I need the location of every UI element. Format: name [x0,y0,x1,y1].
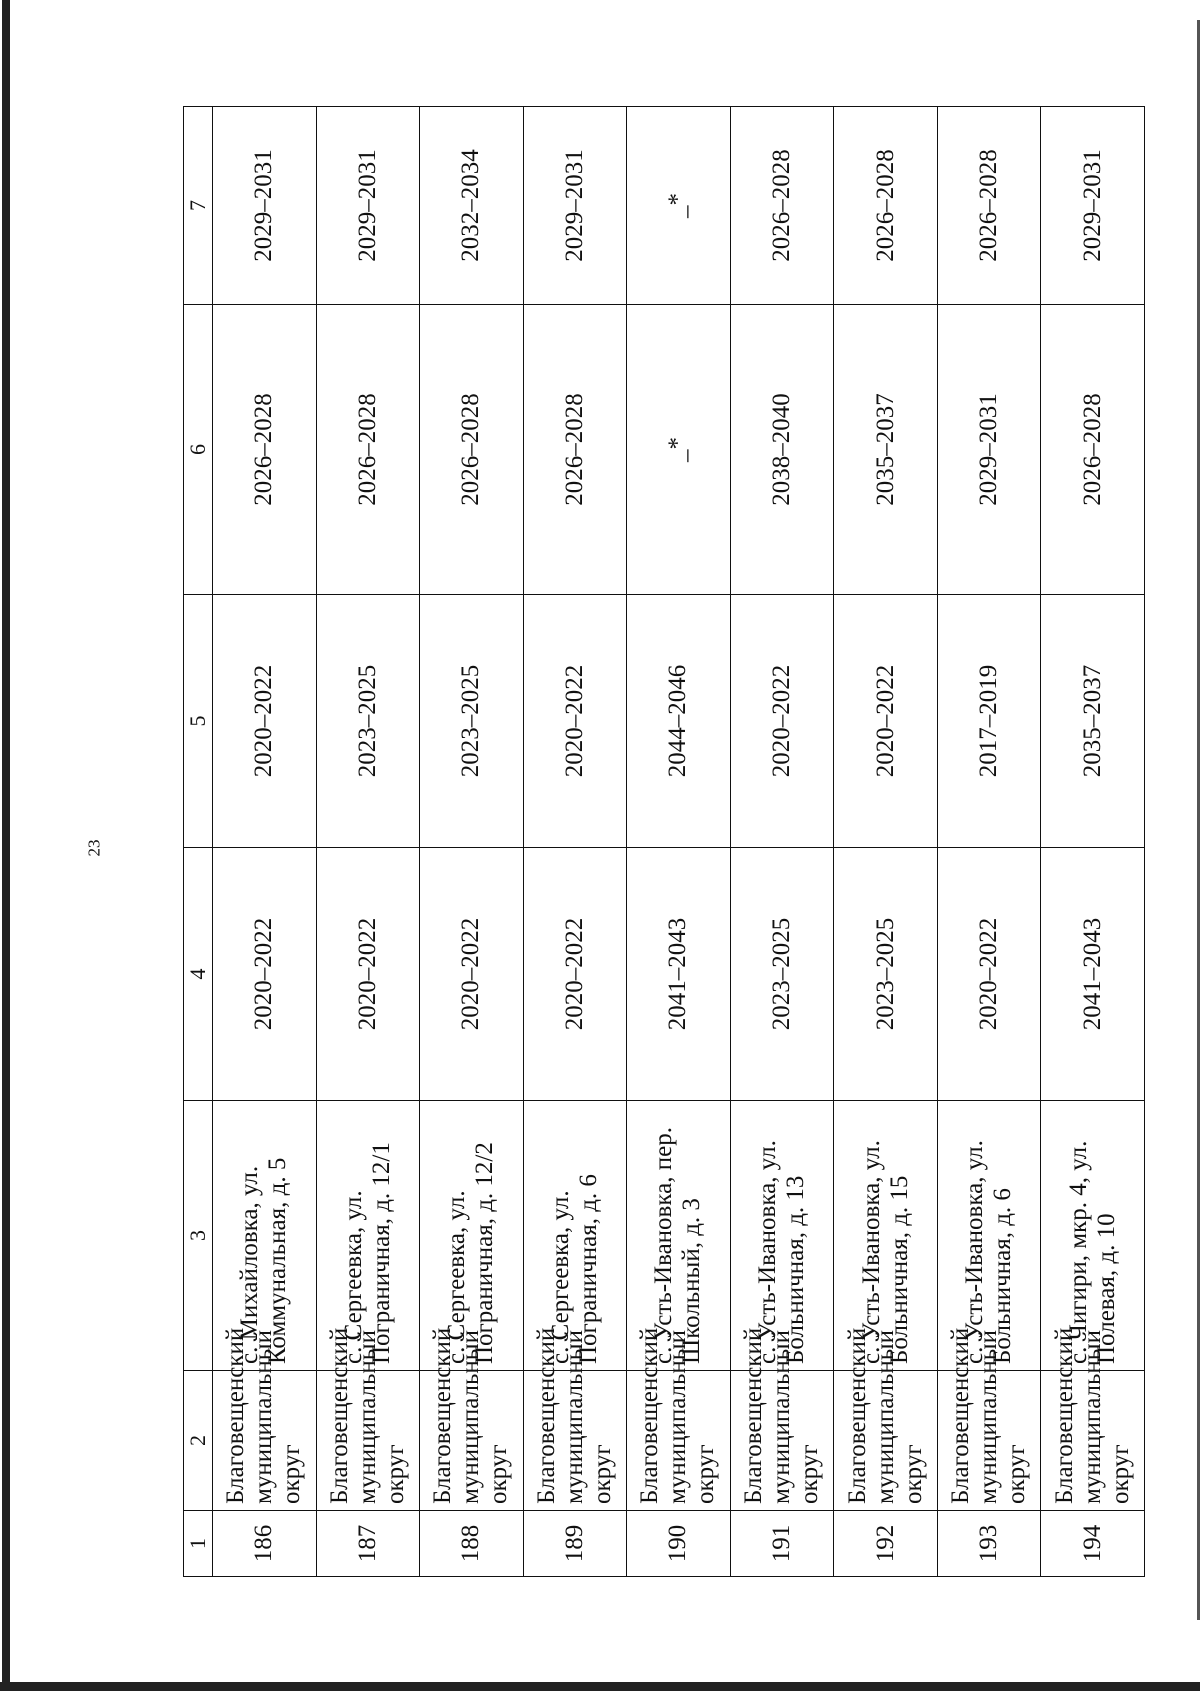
period-cell: 2029–2031 [937,305,1041,595]
period-cell: 2035–2037 [1041,595,1145,848]
period-cell: 2026–2028 [937,107,1041,305]
period-cell: 2038–2040 [730,305,834,595]
table-row [316,107,420,1577]
row-number: 189 [523,1511,627,1577]
period-cell: 2020–2022 [523,595,627,848]
address-cell: с. Усть-Ивановка, ул. Больничная, д. 6 [937,1101,1041,1371]
period-cell: 2017–2019 [937,595,1041,848]
column-header: 4 [184,848,213,1101]
district-cell: Благовещенский муниципальный округ [1041,1371,1145,1511]
row-number: 194 [1041,1511,1145,1577]
row-number: 191 [730,1511,834,1577]
period-cell: 2029–2031 [213,107,317,305]
row-number: 190 [627,1511,731,1577]
scan-edge-bottom [0,1682,1200,1691]
period-cell: 2026–2028 [420,305,524,595]
address-cell: с. Усть-Ивановка, пер. Школьный, д. 3 [627,1101,731,1371]
period-cell: 2026–2028 [834,107,938,305]
period-cell: 2026–2028 [730,107,834,305]
period-cell: 2041–2043 [1041,848,1145,1101]
district-cell: Благовещенский муниципальный округ [627,1371,731,1511]
column-header: 3 [184,1101,213,1371]
district-cell: Благовещенский муниципальный округ [420,1371,524,1511]
column-header: 5 [184,595,213,848]
period-cell: 2041–2043 [627,848,731,1101]
district-cell: Благовещенский муниципальный округ [937,1371,1041,1511]
column-header: 2 [184,1371,213,1511]
period-cell: 2026–2028 [523,305,627,595]
period-cell: 2026–2028 [213,305,317,595]
district-cell: Благовещенский муниципальный округ [316,1371,420,1511]
district-cell: Благовещенский муниципальный округ [730,1371,834,1511]
period-cell: 2020–2022 [834,595,938,848]
period-cell: 2026–2028 [316,305,420,595]
address-cell: с. Сергеевка, ул. Пограничная, д. 12/2 [420,1101,524,1371]
period-cell: 2023–2025 [316,595,420,848]
period-cell: 2020–2022 [937,848,1041,1101]
period-cell: 2020–2022 [420,848,524,1101]
rotated-table-container [183,107,1145,1577]
period-cell: 2020–2022 [213,595,317,848]
table-row [420,107,524,1577]
table-row [834,107,938,1577]
period-cell: 2020–2022 [316,848,420,1101]
table-row [1041,107,1145,1577]
table-row [730,107,834,1577]
period-cell: 2020–2022 [213,848,317,1101]
page-number: 23 [84,839,104,857]
table-row [523,107,627,1577]
table-header-row [184,107,213,1577]
schedule-table [183,106,1145,1577]
period-cell: 2023–2025 [420,595,524,848]
table-row [213,107,317,1577]
address-cell: с. Чигири, мкр. 4, ул. Полевая, д. 10 [1041,1101,1145,1371]
row-number: 187 [316,1511,420,1577]
district-cell: Благовещенский муниципальный округ [213,1371,317,1511]
period-cell: 2029–2031 [523,107,627,305]
period-cell: 2023–2025 [834,848,938,1101]
row-number: 193 [937,1511,1041,1577]
address-cell: с. Сергеевка, ул. Пограничная, д. 6 [523,1101,627,1371]
address-cell: с. Сергеевка, ул. Пограничная, д. 12/1 [316,1101,420,1371]
column-header: 6 [184,305,213,595]
period-cell: 2023–2025 [730,848,834,1101]
table-row [627,107,731,1577]
address-cell: с. Михайловка, ул. Коммунальная, д. 5 [213,1101,317,1371]
scan-edge-left [2,0,10,1691]
period-cell: 2026–2028 [1041,305,1145,595]
address-cell: с. Усть-Ивановка, ул. Больничная, д. 15 [834,1101,938,1371]
period-cell: 2032–2034 [420,107,524,305]
district-cell: Благовещенский муниципальный округ [834,1371,938,1511]
address-cell: с. Усть-Ивановка, ул. Больничная, д. 13 [730,1101,834,1371]
period-cell: _* [627,305,731,595]
period-cell: 2020–2022 [730,595,834,848]
column-header: 7 [184,107,213,305]
period-cell: _* [627,107,731,305]
table-row [937,107,1041,1577]
period-cell: 2020–2022 [523,848,627,1101]
row-number: 188 [420,1511,524,1577]
period-cell: 2029–2031 [1041,107,1145,305]
column-header: 1 [184,1511,213,1577]
row-number: 186 [213,1511,317,1577]
period-cell: 2035–2037 [834,305,938,595]
period-cell: 2044–2046 [627,595,731,848]
period-cell: 2029–2031 [316,107,420,305]
district-cell: Благовещенский муниципальный округ [523,1371,627,1511]
row-number: 192 [834,1511,938,1577]
